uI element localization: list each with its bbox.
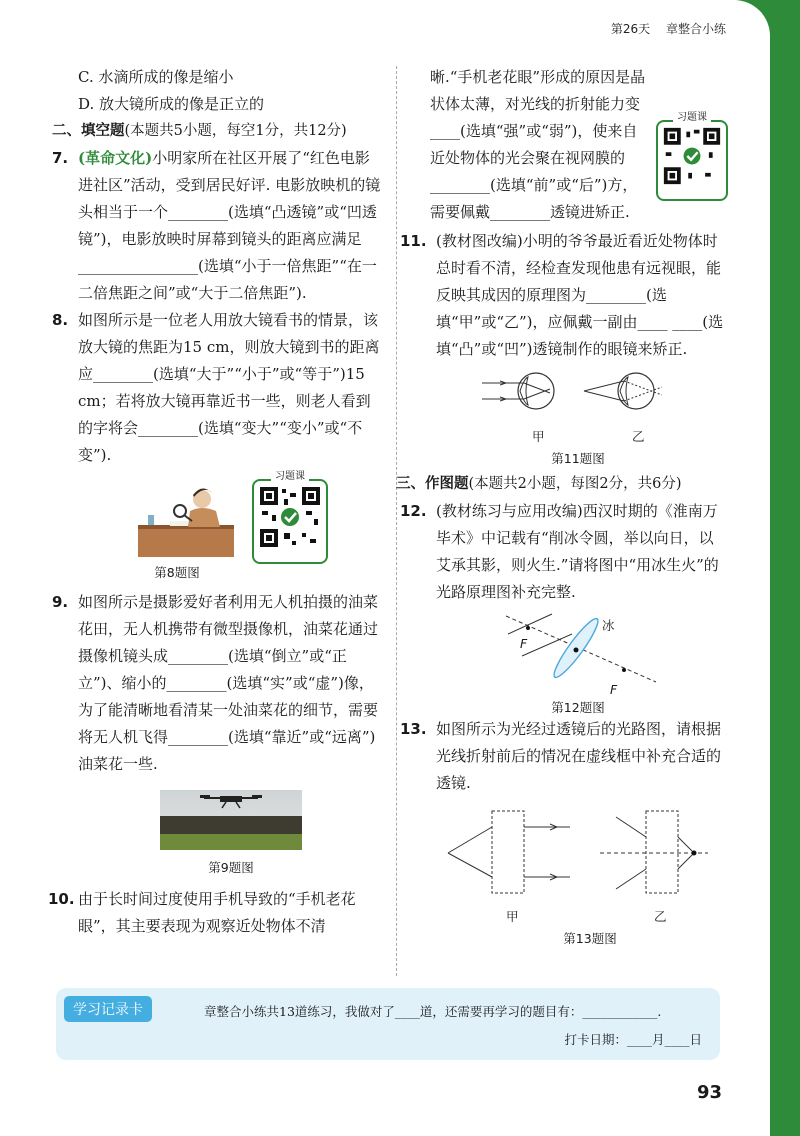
question-text: 如图所示是摄影爱好者利用无人机拍摄的油菜花田，无人机携带有微型摄像机，油菜花通过摄像机镜头成________(选填“倒立”或“正立”)、缩小的________(选填“实”或“虚”)像，为了能清晰地看清某一处油菜花的细节，需要将无人机飞得________(选填“靠近”或“远离”)油菜花一些. <box>78 593 379 773</box>
question-9 <box>52 589 384 778</box>
question-10-continued: 晰.“手机老花眼”形成的原因是晶状体太薄，对光线的折射能力变____(选填“强”或“弱”)，使来自近处物体的光会聚在视网膜的________(选填“前”或“后”)方，需要佩戴________透镜进矫正. <box>430 68 646 221</box>
question-13 <box>400 716 728 797</box>
section-detail: (本题共5小题，每空1分，共12分) <box>124 123 347 139</box>
header-title: 章整合小练 <box>665 22 726 36</box>
question-text: 小明家所在社区开展了“红色电影进社区”活动，受到居民好评. 电影放映机的镜头相当于一个________(选填“凸透镜”或“凹透镜”)，电影放映时屏幕到镜头的距离应满足________________(选填“小于一倍焦距”“在一二倍焦距之间”或“大于二倍焦距”). <box>78 149 381 302</box>
section-detail: (本题共2小题，每图2分，共6分) <box>468 476 682 492</box>
header-day: 第26天 <box>610 22 651 36</box>
figure-8-caption: 第8题图 <box>154 565 200 580</box>
study-record-card <box>56 988 720 1060</box>
study-record-badge: 学习记录卡 <box>64 996 152 1022</box>
figure-9-area <box>52 790 384 882</box>
figure-11-caption: 第11题图 <box>551 451 605 466</box>
question-text: 西汉时期的《淮南万毕术》中记载有“削冰令圆，举以向日，以艾承其影，则火生.”请将图中“用冰生火”的光路原理图补充完整. <box>436 502 719 601</box>
question-11 <box>400 228 728 363</box>
figure-12-focus-2: F <box>610 682 618 697</box>
figure-9-caption: 第9题图 <box>208 860 254 875</box>
eye-diagram <box>480 367 680 417</box>
question-text: 如图所示是一位老人用放大镜看书的情景，该放大镜的焦距为15 cm，则放大镜到书的距离应________(选填“大于”“小于”或“等于”)15 cm；若将放大镜再靠近书一些，则老人看到的字将会________(选填“变大”“变小”或“不变”). <box>78 311 380 464</box>
question-number: 10. <box>48 890 75 908</box>
study-record-line1: 章整合小练共13道练习，我做对了____道，还需要再学习的题目有：____________. <box>204 1004 662 1019</box>
figure-12-caption: 第12题图 <box>551 700 605 715</box>
section-title: 三、作图题 <box>396 476 469 492</box>
option-c: C. 水滴所成的像是缩小 <box>78 68 234 86</box>
question-8 <box>52 307 384 469</box>
question-number: 7. <box>52 149 69 167</box>
figure-13-caption: 第13题图 <box>563 931 617 946</box>
old-man-reading-illustration <box>136 481 236 559</box>
question-tag: (教材练习与应用改编) <box>436 502 583 520</box>
qr-code-box[interactable] <box>252 471 328 564</box>
figure-8-area <box>52 471 384 583</box>
figure-13-label-a: 甲 <box>506 909 519 924</box>
question-number: 8. <box>52 311 69 329</box>
question-10-continued-block <box>410 64 728 226</box>
figure-13-area <box>410 803 728 935</box>
question-text: 由于长时间过度使用手机导致的“手机老花眼”，其主要表现为观察近处物体不清 <box>78 890 356 935</box>
study-record-date: 打卡日期：____月____日 <box>564 1032 702 1047</box>
figure-12-area <box>410 606 728 716</box>
figure-11-area <box>410 363 728 471</box>
section-fill-blank <box>52 118 384 145</box>
question-text: 如图所示为光经过透镜后的光路图，请根据光线折射前后的情况在虚线框中补充合适的透镜. <box>436 720 722 792</box>
question-10 <box>48 886 384 940</box>
qr-code-icon <box>258 485 322 549</box>
qr-code-icon <box>662 126 722 186</box>
question-text: 小明的爷爷最近看近处物体时总时看不清，经检查发现他患有远视眼，能反映其成因的原理图为________(选填“甲”或“乙”)，应佩戴一副由____ ____(选填“凸”或“凹”)透镜制作的眼镜来矫正. <box>436 232 724 358</box>
question-12 <box>400 498 728 606</box>
figure-12-ice-label: 冰 <box>602 618 615 633</box>
left-column <box>48 64 384 940</box>
figure-12-focus-1: F <box>520 636 528 651</box>
figure-13-label-b: 乙 <box>654 909 667 924</box>
question-7 <box>52 145 384 307</box>
qr-label: 习题课 <box>673 111 711 125</box>
right-column <box>396 64 728 952</box>
page-header <box>599 20 726 37</box>
section-drawing <box>396 471 728 498</box>
question-number: 9. <box>52 593 69 611</box>
section-title: 二、填空题 <box>52 123 125 139</box>
figure-11-label-b: 乙 <box>632 429 645 444</box>
figure-11-label-a: 甲 <box>532 429 545 444</box>
question-number: 12. <box>400 502 427 520</box>
page-number: 93 <box>696 1082 722 1103</box>
drone-field-photo <box>160 790 302 850</box>
question-number: 11. <box>400 232 427 250</box>
question-number: 13. <box>400 720 427 738</box>
qr-code-box[interactable] <box>656 112 728 201</box>
lens-box-diagram <box>440 807 710 897</box>
column-divider <box>396 66 397 976</box>
question-tag: (教材图改编) <box>436 232 523 250</box>
qr-label: 习题课 <box>271 470 309 484</box>
option-d: D. 放大镜所成的像是正立的 <box>78 95 265 113</box>
question-tag: (革命文化) <box>78 149 153 167</box>
